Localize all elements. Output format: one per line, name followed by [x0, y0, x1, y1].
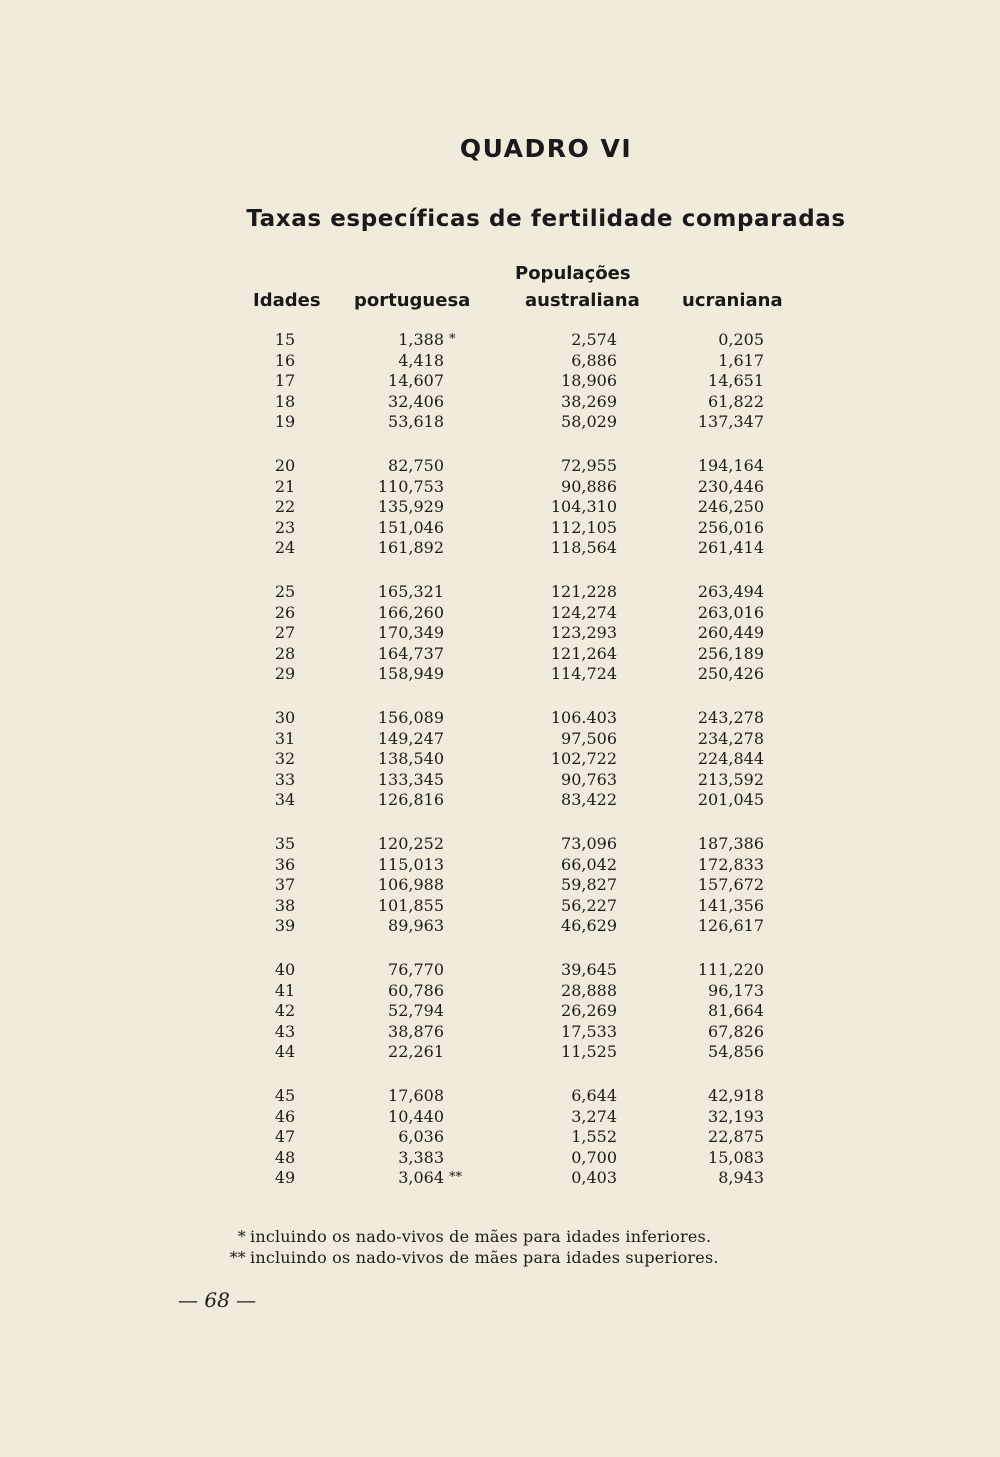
australiana-cell: 121,228: [550, 582, 617, 601]
age-cell: 41: [274, 980, 296, 1000]
australiana-cell: 121,264: [550, 643, 617, 663]
portuguesa-cell: 32,406: [388, 391, 444, 411]
portuguesa-cell: 156,089: [377, 708, 444, 727]
age-cell: 36: [274, 854, 296, 874]
header-idades: Idades: [253, 290, 321, 311]
table-title: QUADRO VI: [459, 134, 633, 163]
ucraniana-cell: 263,016: [697, 602, 764, 622]
portuguesa-cell: 38,876: [388, 1021, 444, 1041]
portuguesa-cell: 149,247: [377, 728, 444, 748]
ucraniana-cell: 111,220: [697, 960, 764, 979]
footnote-2-text: incluindo os nado-vivos de mães para idades superiores.: [250, 1248, 719, 1267]
age-cell: 42: [274, 1001, 296, 1020]
age-cell: 20: [274, 456, 296, 475]
age-cell: 38: [274, 895, 296, 915]
portuguesa-cell: 101,855: [377, 895, 444, 915]
table-row: [0, 497, 1000, 518]
australiana-cell: 112,105: [550, 517, 617, 537]
ucraniana-cell: 172,833: [697, 854, 764, 874]
portuguesa-cell: 151,046: [377, 517, 444, 537]
footnote-1-text: incluindo os nado-vivos de mães para idades inferiores.: [250, 1227, 712, 1246]
australiana-cell: 102,722: [550, 749, 617, 768]
portuguesa-cell: 110,753: [377, 476, 444, 496]
portuguesa-cell: 170,349: [377, 623, 444, 642]
australiana-cell: 2,574: [571, 330, 617, 349]
portuguesa-cell: 89,963: [388, 916, 444, 935]
table-row: [0, 644, 1000, 665]
australiana-cell: 3,274: [571, 1106, 617, 1126]
footnote-2: [216, 1247, 719, 1268]
age-cell: 19: [274, 412, 296, 431]
ucraniana-cell: 187,386: [697, 834, 764, 853]
age-group: [0, 582, 1000, 708]
portuguesa-cell: 126,816: [377, 790, 444, 809]
australiana-cell: 39,645: [561, 960, 617, 979]
australiana-cell: 123,293: [550, 623, 617, 642]
ucraniana-cell: 67,826: [708, 1021, 764, 1041]
age-cell: 31: [274, 728, 296, 748]
table-row: [0, 916, 1000, 937]
footnote-1: [216, 1226, 719, 1247]
age-cell: 27: [274, 623, 296, 642]
portuguesa-cell: 3,383: [398, 1147, 444, 1167]
age-cell: 43: [274, 1021, 296, 1041]
ucraniana-cell: 96,173: [708, 980, 764, 1000]
table-row: [0, 729, 1000, 750]
australiana-cell: 106.403: [550, 708, 617, 727]
table-row: [0, 1042, 1000, 1063]
portuguesa-cell: 135,929: [377, 497, 444, 516]
ucraniana-cell: 230,446: [697, 476, 764, 496]
portuguesa-cell: 60,786: [388, 980, 444, 1000]
ucraniana-cell: 137,347: [697, 412, 764, 431]
age-cell: 49: [274, 1168, 296, 1187]
portuguesa-cell: 53,618: [388, 412, 444, 431]
age-cell: 33: [274, 769, 296, 789]
ucraniana-cell: 234,278: [697, 728, 764, 748]
portuguesa-cell: 120,252: [377, 834, 444, 853]
table-row: [0, 371, 1000, 392]
portuguesa-cell: 3,064: [398, 1168, 444, 1187]
ucraniana-cell: 243,278: [697, 708, 764, 727]
australiana-cell: 66,042: [561, 854, 617, 874]
australiana-cell: 6,644: [571, 1086, 617, 1105]
australiana-cell: 0,700: [571, 1147, 617, 1167]
footnote-2-symbol: **: [229, 1248, 246, 1267]
portuguesa-cell: 106,988: [377, 875, 444, 894]
table-row: [0, 351, 1000, 372]
australiana-cell: 114,724: [550, 664, 617, 683]
australiana-cell: 1,552: [571, 1127, 617, 1146]
header-ucraniana: ucraniana: [682, 290, 783, 311]
age-group: [0, 1086, 1000, 1212]
australiana-cell: 6,886: [571, 350, 617, 370]
ucraniana-cell: 201,045: [697, 790, 764, 809]
australiana-cell: 26,269: [561, 1001, 617, 1020]
age-cell: 32: [274, 749, 296, 768]
table-subtitle: Taxas específicas de fertilidade comparadas: [246, 206, 846, 232]
age-cell: 23: [274, 517, 296, 537]
ucraniana-cell: 81,664: [708, 1001, 764, 1020]
table-row: [0, 1148, 1000, 1169]
ucraniana-cell: 126,617: [697, 916, 764, 935]
table-row: [0, 603, 1000, 624]
fertility-table: [0, 330, 1000, 1212]
australiana-cell: 56,227: [561, 895, 617, 915]
australiana-cell: 73,096: [561, 834, 617, 853]
age-cell: 26: [274, 602, 296, 622]
ucraniana-cell: 8,943: [718, 1168, 764, 1187]
portuguesa-cell: 164,737: [377, 643, 444, 663]
page-number: — 68 —: [178, 1288, 257, 1312]
age-group: [0, 330, 1000, 456]
age-cell: 18: [274, 391, 296, 411]
ucraniana-cell: 256,016: [697, 517, 764, 537]
footnote-mark: **: [449, 1170, 462, 1185]
ucraniana-cell: 61,822: [708, 391, 764, 411]
table-row: [0, 477, 1000, 498]
portuguesa-cell: 52,794: [388, 1001, 444, 1020]
age-cell: 22: [274, 497, 296, 516]
table-row: [0, 1022, 1000, 1043]
age-group: [0, 960, 1000, 1086]
australiana-cell: 83,422: [561, 790, 617, 809]
ucraniana-cell: 263,494: [697, 582, 764, 601]
age-group: [0, 456, 1000, 582]
australiana-cell: 124,274: [550, 602, 617, 622]
ucraniana-cell: 246,250: [697, 497, 764, 516]
table-row: [0, 790, 1000, 811]
footnotes: [216, 1226, 719, 1268]
header-portuguesa: portuguesa: [354, 290, 471, 311]
table-row: [0, 896, 1000, 917]
table-row: [0, 412, 1000, 433]
ucraniana-cell: 32,193: [708, 1106, 764, 1126]
age-cell: 21: [274, 476, 296, 496]
age-cell: 44: [274, 1042, 296, 1061]
table-row: [0, 1168, 1000, 1189]
australiana-cell: 104,310: [550, 497, 617, 516]
age-cell: 30: [274, 708, 296, 727]
age-cell: 28: [274, 643, 296, 663]
age-cell: 45: [274, 1086, 296, 1105]
age-cell: 34: [274, 790, 296, 809]
australiana-cell: 97,506: [561, 728, 617, 748]
portuguesa-cell: 4,418: [398, 350, 444, 370]
age-cell: 47: [274, 1127, 296, 1146]
portuguesa-cell: 165,321: [377, 582, 444, 601]
ucraniana-cell: 250,426: [697, 664, 764, 683]
australiana-cell: 90,886: [561, 476, 617, 496]
table-row: [0, 456, 1000, 477]
age-cell: 39: [274, 916, 296, 935]
australiana-cell: 90,763: [561, 769, 617, 789]
age-cell: 16: [274, 350, 296, 370]
australiana-cell: 118,564: [550, 538, 617, 557]
australiana-cell: 17,533: [561, 1021, 617, 1041]
footnote-1-symbol: *: [237, 1227, 246, 1246]
table-row: [0, 960, 1000, 981]
table-row: [0, 582, 1000, 603]
table-row: [0, 834, 1000, 855]
australiana-cell: 28,888: [561, 980, 617, 1000]
portuguesa-cell: 115,013: [377, 854, 444, 874]
table-row: [0, 855, 1000, 876]
ucraniana-cell: 261,414: [697, 538, 764, 557]
australiana-cell: 18,906: [561, 371, 617, 390]
portuguesa-cell: 6,036: [398, 1127, 444, 1146]
australiana-cell: 38,269: [561, 391, 617, 411]
age-cell: 46: [274, 1106, 296, 1126]
ucraniana-cell: 15,083: [708, 1147, 764, 1167]
australiana-cell: 59,827: [561, 875, 617, 894]
age-cell: 35: [274, 834, 296, 853]
ucraniana-cell: 260,449: [697, 623, 764, 642]
header-populacoes: Populações: [515, 263, 631, 284]
portuguesa-cell: 166,260: [377, 602, 444, 622]
age-cell: 25: [274, 582, 296, 601]
table-row: [0, 981, 1000, 1002]
table-row: [0, 1127, 1000, 1148]
portuguesa-cell: 158,949: [377, 664, 444, 683]
age-group: [0, 834, 1000, 960]
age-cell: 37: [274, 875, 296, 894]
header-australiana: australiana: [525, 290, 640, 311]
australiana-cell: 58,029: [561, 412, 617, 431]
portuguesa-cell: 17,608: [388, 1086, 444, 1105]
portuguesa-cell: 133,345: [377, 769, 444, 789]
table-row: [0, 1086, 1000, 1107]
portuguesa-cell: 161,892: [377, 538, 444, 557]
ucraniana-cell: 256,189: [697, 643, 764, 663]
portuguesa-cell: 22,261: [388, 1042, 444, 1061]
age-cell: 24: [274, 538, 296, 557]
ucraniana-cell: 213,592: [697, 769, 764, 789]
ucraniana-cell: 224,844: [697, 749, 764, 768]
australiana-cell: 46,629: [561, 916, 617, 935]
age-cell: 29: [274, 664, 296, 683]
table-row: [0, 538, 1000, 559]
australiana-cell: 72,955: [561, 456, 617, 475]
ucraniana-cell: 54,856: [708, 1042, 764, 1061]
ucraniana-cell: 141,356: [697, 895, 764, 915]
table-row: [0, 623, 1000, 644]
table-row: [0, 875, 1000, 896]
ucraniana-cell: 14,651: [708, 371, 764, 390]
ucraniana-cell: 1,617: [718, 350, 764, 370]
age-cell: 48: [274, 1147, 296, 1167]
age-cell: 40: [274, 960, 296, 979]
australiana-cell: 11,525: [561, 1042, 617, 1061]
age-cell: 17: [274, 371, 296, 390]
portuguesa-cell: 10,440: [388, 1106, 444, 1126]
table-row: [0, 518, 1000, 539]
portuguesa-cell: 1,388: [398, 330, 444, 349]
portuguesa-cell: 138,540: [377, 749, 444, 768]
ucraniana-cell: 194,164: [697, 456, 764, 475]
ucraniana-cell: 42,918: [708, 1086, 764, 1105]
age-cell: 15: [274, 330, 296, 349]
portuguesa-cell: 82,750: [388, 456, 444, 475]
australiana-cell: 0,403: [571, 1168, 617, 1187]
table-row: [0, 392, 1000, 413]
table-row: [0, 1107, 1000, 1128]
portuguesa-cell: 14,607: [388, 371, 444, 390]
table-row: [0, 770, 1000, 791]
age-group: [0, 708, 1000, 834]
table-row: [0, 330, 1000, 351]
table-row: [0, 1001, 1000, 1022]
table-row: [0, 749, 1000, 770]
portuguesa-cell: 76,770: [388, 960, 444, 979]
table-row: [0, 664, 1000, 685]
footnote-mark: *: [449, 332, 456, 347]
ucraniana-cell: 0,205: [718, 330, 764, 349]
ucraniana-cell: 157,672: [697, 875, 764, 894]
table-row: [0, 708, 1000, 729]
ucraniana-cell: 22,875: [708, 1127, 764, 1146]
